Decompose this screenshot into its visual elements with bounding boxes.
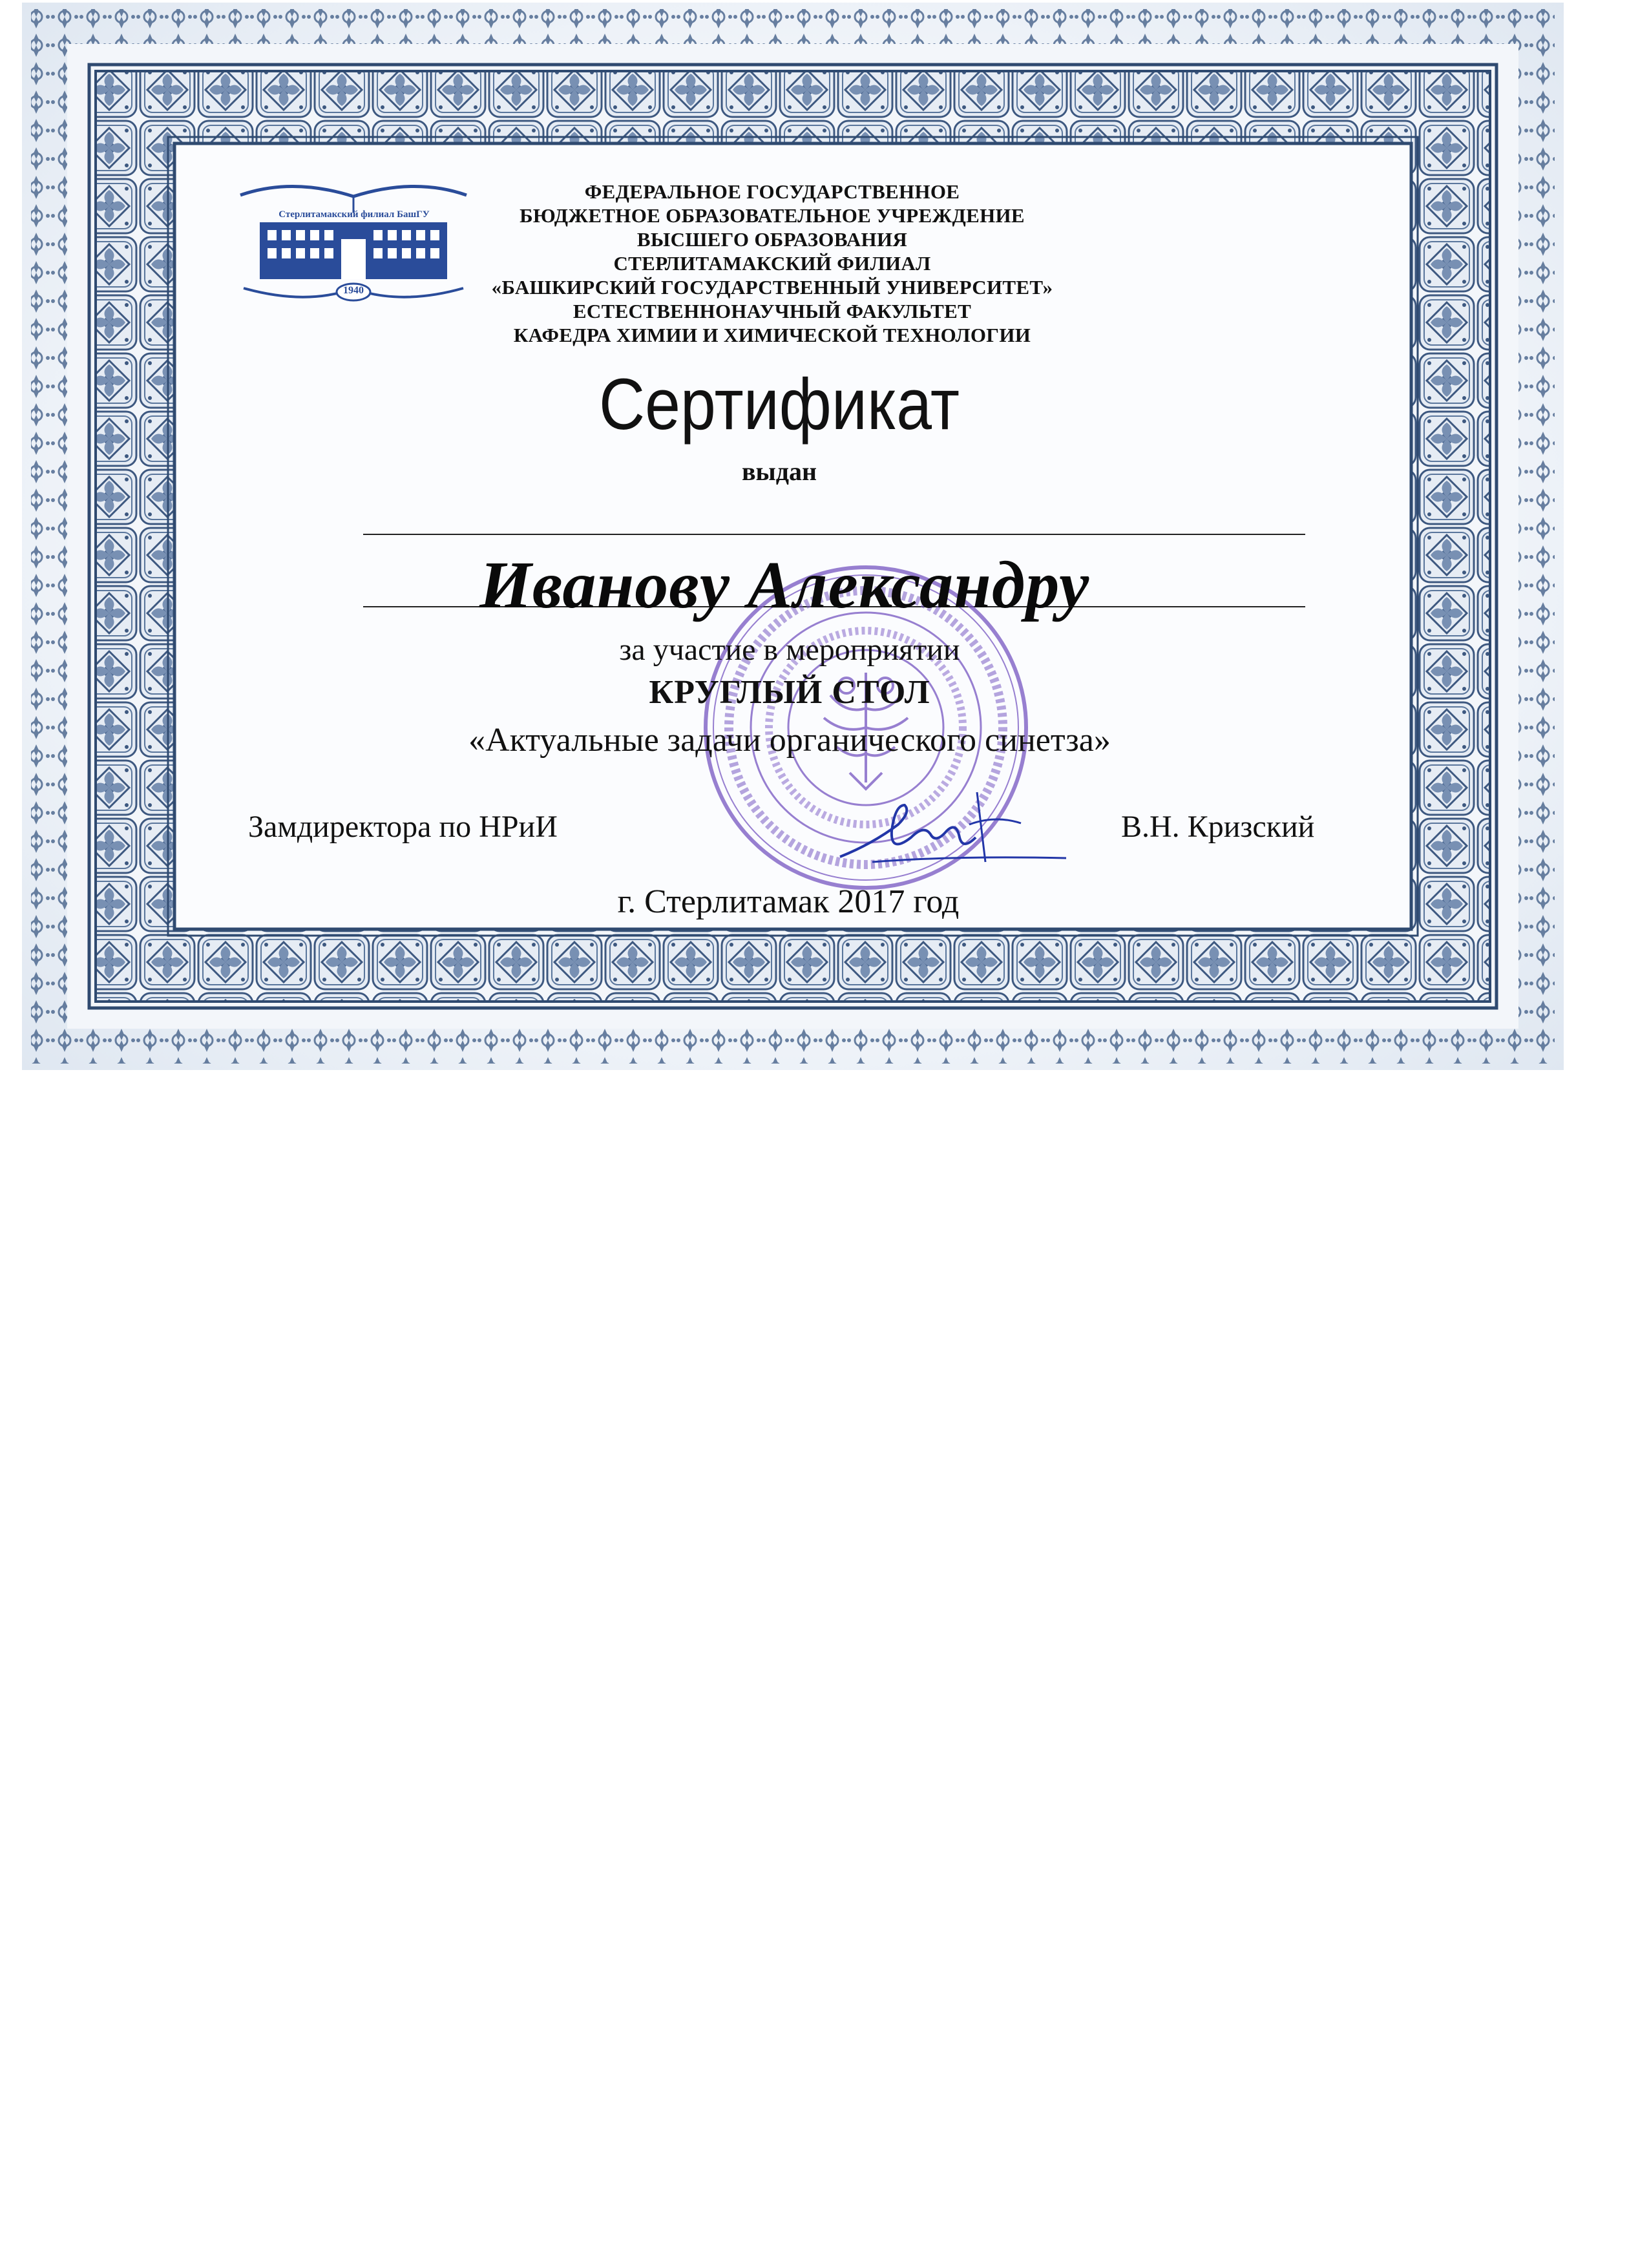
signer-title: Замдиректора по НРиИ (248, 810, 558, 844)
logo-year: 1940 (343, 285, 364, 296)
city-year: г. Стерлитамак 2017 год (617, 883, 960, 920)
issued-label: выдан (741, 457, 817, 486)
header-line: ФЕДЕРАЛЬНОЕ ГОСУДАРСТВЕННОЕ (584, 180, 960, 203)
certificate (22, 3, 1564, 1070)
signer-name: В.Н. Кризский (1121, 810, 1315, 844)
recipient-name: Иванову Александру (479, 548, 1090, 622)
logo-caption: Стерлитамакский филиал БашГУ (278, 209, 430, 220)
certificate-content (187, 152, 1412, 921)
signature (827, 786, 1073, 876)
header-line: СТЕРЛИТАМАКСКИЙ ФИЛИАЛ (613, 252, 931, 275)
institution-header (401, 180, 1144, 347)
event-type: КРУГЛЫЙ СТОЛ (649, 674, 930, 711)
header-line: КАФЕДРА ХИМИИ И ХИМИЧЕСКОЙ ТЕХНОЛОГИИ (513, 324, 1031, 346)
recipient-line-top (363, 534, 1305, 535)
certificate-title: Сертификат (598, 364, 960, 445)
header-line: «БАШКИРСКИЙ ГОСУДАРСТВЕННЫЙ УНИВЕРСИТЕТ» (491, 276, 1053, 299)
header-line: ВЫСШЕГО ОБРАЗОВАНИЯ (636, 228, 908, 251)
event-intro: за участие в мероприятии (619, 633, 960, 667)
header-line: БЮДЖЕТНОЕ ОБРАЗОВАТЕЛЬНОЕ УЧРЕЖДЕНИЕ (520, 204, 1025, 227)
event-name: «Актуальные задачи органического синетза» (468, 722, 1111, 759)
header-line: ЕСТЕСТВЕННОНАУЧНЫЙ ФАКУЛЬТЕТ (572, 300, 972, 322)
